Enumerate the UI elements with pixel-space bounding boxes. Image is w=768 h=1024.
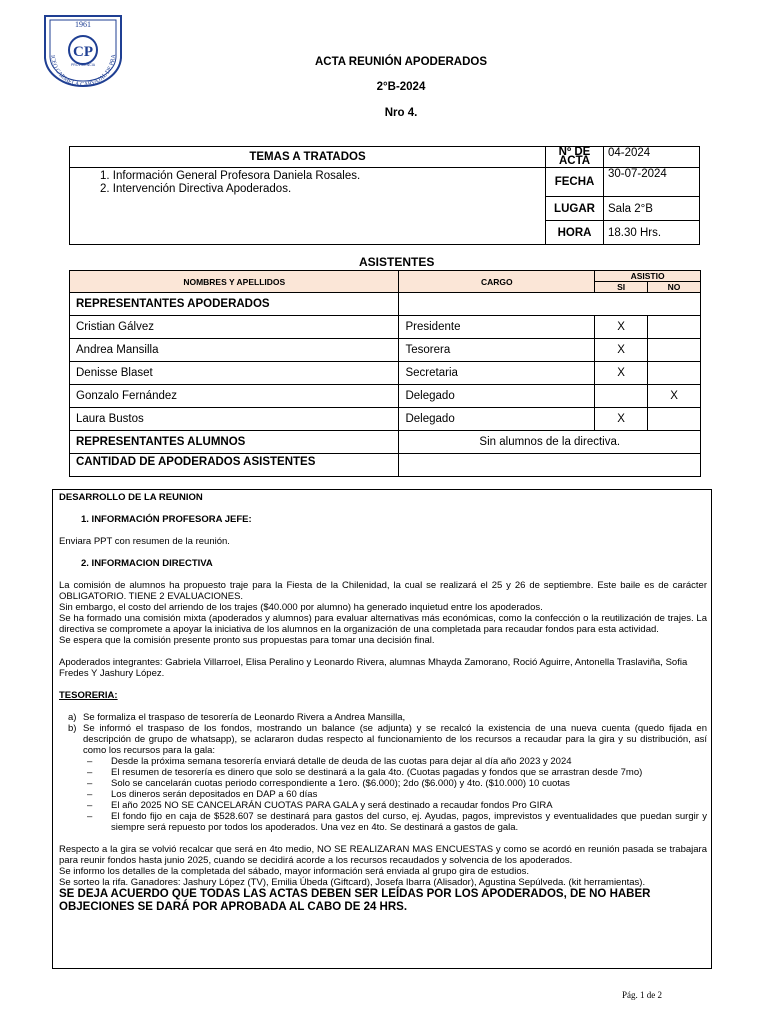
- attendees-title: ASISTENTES: [359, 255, 435, 269]
- development-title: DESARROLLO DE LA REUNION: [59, 492, 203, 503]
- development-section: [52, 489, 712, 969]
- bullet-item: [59, 800, 707, 811]
- attendee-role: Presidente: [399, 316, 595, 339]
- list-key: b): [68, 723, 77, 734]
- attendee-si: X: [595, 316, 648, 339]
- bullet-dash: –: [87, 756, 93, 767]
- bullet-item: [59, 767, 707, 778]
- paragraph: Se sorteo la rifa. Ganadores: Jashury López (TV), Emilia Úbeda (Giftcard), Josefa Ibarra (Alisador), Agustina Sepúlveda. (kit herramientas).: [59, 877, 646, 888]
- attendee-si: [595, 385, 648, 408]
- bullet-dash: –: [87, 789, 93, 800]
- paragraph: Se ha formado una comisión mixta (apoderados y alumnos) para evaluar alternativas más económicas, como la confección o la reutilización de trajes. La directiva se compromete a apoyar la iniciativa de los alumnos en la organización de una completada para recaudar fondos para esta actividad.: [59, 613, 707, 635]
- paragraph: Apoderados integrantes: Gabriela Villarroel, Elisa Peralino y Leonardo Rivera, alumnas Mhayda Zamorano, Roció Aguirre, Antonella Traslaviña, Sofia Fredes Y Jashury López.: [59, 657, 688, 679]
- paragraph: La comisión de alumnos ha propuesto traje para la Fiesta de la Chilenidad, la cual se realizará el 25 y 26 de septiembre. Este baile es de carácter OBLIGATORIO. TIENE 2 EVALUACIONES.: [59, 580, 707, 602]
- attendee-role: Delegado: [399, 385, 595, 408]
- bullet-item: [59, 789, 707, 800]
- section-1-title: 1. INFORMACIÓN PROFESORA JEFE:: [81, 514, 252, 525]
- logo-year: 1961: [75, 20, 91, 29]
- bullet-item: [59, 811, 707, 833]
- col-no-header: NO: [648, 282, 701, 293]
- list-text: Se formaliza el traspaso de tesorería de Leonardo Rivera a Andrea Mansilla,: [83, 712, 406, 723]
- paragraph: Se informo los detalles de la completada del sábado, mayor información será enviada al grupo gira de estudios.: [59, 866, 529, 877]
- topic-item: 1. Información General Profesora Daniela Rosales.: [100, 170, 361, 182]
- attendee-no: X: [648, 385, 701, 408]
- hora-value: 18.30 Hrs.: [604, 221, 700, 245]
- attendee-no: [648, 362, 701, 385]
- bullet-text: El resumen de tesorería es dinero que solo se destinará a la gala 4to. (Cuotas pagadas y fondos que se arrastran desde 7mo): [111, 767, 643, 778]
- school-logo: [42, 14, 124, 88]
- hora-label: HORA: [546, 221, 604, 245]
- table-row: [70, 339, 701, 362]
- final-agreement: SE DEJA ACUERDO QUE TODAS LAS ACTAS DEBEN SER LEÍDAS POR LOS APODERADOS, DE NO HABER OBJECIONES SE DARÁ POR APROBADA AL CABO DE 24 HRS.: [59, 888, 651, 913]
- bullet-item: [59, 756, 707, 767]
- section-1-text: Enviara PPT con resumen de la reunión.: [59, 536, 230, 547]
- meeting-number: Nro 4.: [384, 107, 418, 119]
- list-text: Se informó el traspaso de los fondos, mostrando un balance (se adjunta) y se recalcó la existencia de una nueva cuenta (quedo fijada en descripción de grupo de whatsapp), se aclararon dudas respecto al funcionamiento de los recursos a recaudar para la gira y su distribución, así como los recursos para la gala:: [83, 723, 707, 756]
- bullet-text: El fondo fijo en caja de $528.607 se destinará para gastos del curso, ej. Ayudas, pagos, imprevistos y eventualidades que puedan surgir y siempre será repuesto por todos los apoderados. Una vez en 4to. Se destinará a gastos de gala.: [111, 811, 707, 833]
- attendee-no: [648, 408, 701, 431]
- col-si-header: SI: [595, 282, 648, 293]
- attendee-name: Gonzalo Fernández: [70, 385, 399, 408]
- bullet-dash: –: [87, 811, 93, 822]
- topics-header: TEMAS A TRATADOS: [70, 147, 546, 168]
- attendees-table: [69, 270, 701, 477]
- paragraph: Respecto a la gira se volvió recalcar que será en 4to medio, NO SE REALIZARAN MAS ENCUESTAS y como se acordó en reunión pasada se trabajara para reunir fondos hasta junio 2025, cuando se decidirá acorde a los recursos recaudados y solvencia de los apoderados.: [59, 844, 707, 866]
- attendee-name: Denisse Blaset: [70, 362, 399, 385]
- acta-label: Nº DE ACTA: [546, 147, 604, 168]
- bullet-dash: –: [87, 778, 93, 789]
- bullet-text: Solo se cancelarán cuotas periodo correspondiente a 1ero. ($6.000); 2do ($6.000) y 4to. ($10.000) 10 cuotas: [111, 778, 570, 789]
- section-alumnos: REPRESENTANTES ALUMNOS: [70, 431, 399, 454]
- document-title: ACTA REUNIÓN APODERADOS: [314, 56, 488, 68]
- attendee-no: [648, 316, 701, 339]
- attendee-role: Secretaria: [399, 362, 595, 385]
- col-cargo-header: CARGO: [399, 271, 595, 293]
- acta-value: 04-2024: [604, 147, 700, 168]
- bullet-text: Desde la próxima semana tesorería enviará detalle de deuda de las cuotas para dejar al día año 2023 y 2024: [111, 756, 572, 767]
- bullet-dash: –: [87, 800, 93, 811]
- list-key: a): [68, 712, 77, 723]
- attendee-si: X: [595, 339, 648, 362]
- bullet-text: Los dineros serán depositados en DAP a 60 días: [111, 789, 318, 800]
- topics-list: [70, 168, 546, 245]
- attendee-si: X: [595, 408, 648, 431]
- topic-item: 2. Intervención Directiva Apoderados.: [100, 183, 292, 195]
- alumnos-value: Sin alumnos de la directiva.: [399, 431, 701, 454]
- attendee-si: X: [595, 362, 648, 385]
- col-asistio-header: ASISTIO: [595, 271, 701, 282]
- paragraph: Se espera que la comisión presente pronto sus propuestas para tomar una decisión final.: [59, 635, 435, 646]
- section-apoderados: REPRESENTANTES APODERADOS: [70, 293, 399, 316]
- section-2-title: 2. INFORMACION DIRECTIVA: [81, 558, 213, 569]
- lugar-label: LUGAR: [546, 197, 604, 221]
- treasury-title: TESORERIA:: [59, 690, 118, 701]
- bullet-dash: –: [87, 767, 93, 778]
- list-item: [59, 723, 707, 756]
- attendee-no: [648, 339, 701, 362]
- table-row: [70, 362, 701, 385]
- fecha-label: FECHA: [546, 168, 604, 197]
- table-row: [70, 408, 701, 431]
- table-row: [70, 316, 701, 339]
- col-names-header: NOMBRES Y APELLIDOS: [70, 271, 399, 293]
- page-number: Pág. 1 de 2: [622, 990, 662, 1000]
- logo-ring-text: ICEO CARMELA CARVAJAL DE PRA: [49, 54, 118, 88]
- meeting-info-table: [69, 146, 700, 245]
- table-row: [70, 385, 701, 408]
- attendee-name: Andrea Mansilla: [70, 339, 399, 362]
- attendee-name: Cristian Gálvez: [70, 316, 399, 339]
- fecha-value: 30-07-2024: [604, 168, 700, 197]
- attendee-role: Tesorera: [399, 339, 595, 362]
- section-cantidad: CANTIDAD DE APODERADOS ASISTENTES: [70, 454, 399, 477]
- lugar-value: Sala 2°B: [604, 197, 700, 221]
- attendee-role: Delegado: [399, 408, 595, 431]
- attendee-name: Laura Bustos: [70, 408, 399, 431]
- paragraph: Sin embargo, el costo del arriendo de los trajes ($40.000 por alumno) ha generado inquietud entre los apoderados.: [59, 602, 543, 613]
- logo-monogram: CP: [73, 44, 93, 60]
- logo-motto: PROVIDENCIA: [70, 63, 96, 67]
- bullet-text: El año 2025 NO SE CANCELARÁN CUOTAS PARA GALA y será destinado a recaudar fondos Pro GIRA: [111, 800, 553, 811]
- bullet-item: [59, 778, 707, 789]
- list-item: [59, 712, 707, 723]
- course-label: 2°B-2024: [376, 81, 426, 93]
